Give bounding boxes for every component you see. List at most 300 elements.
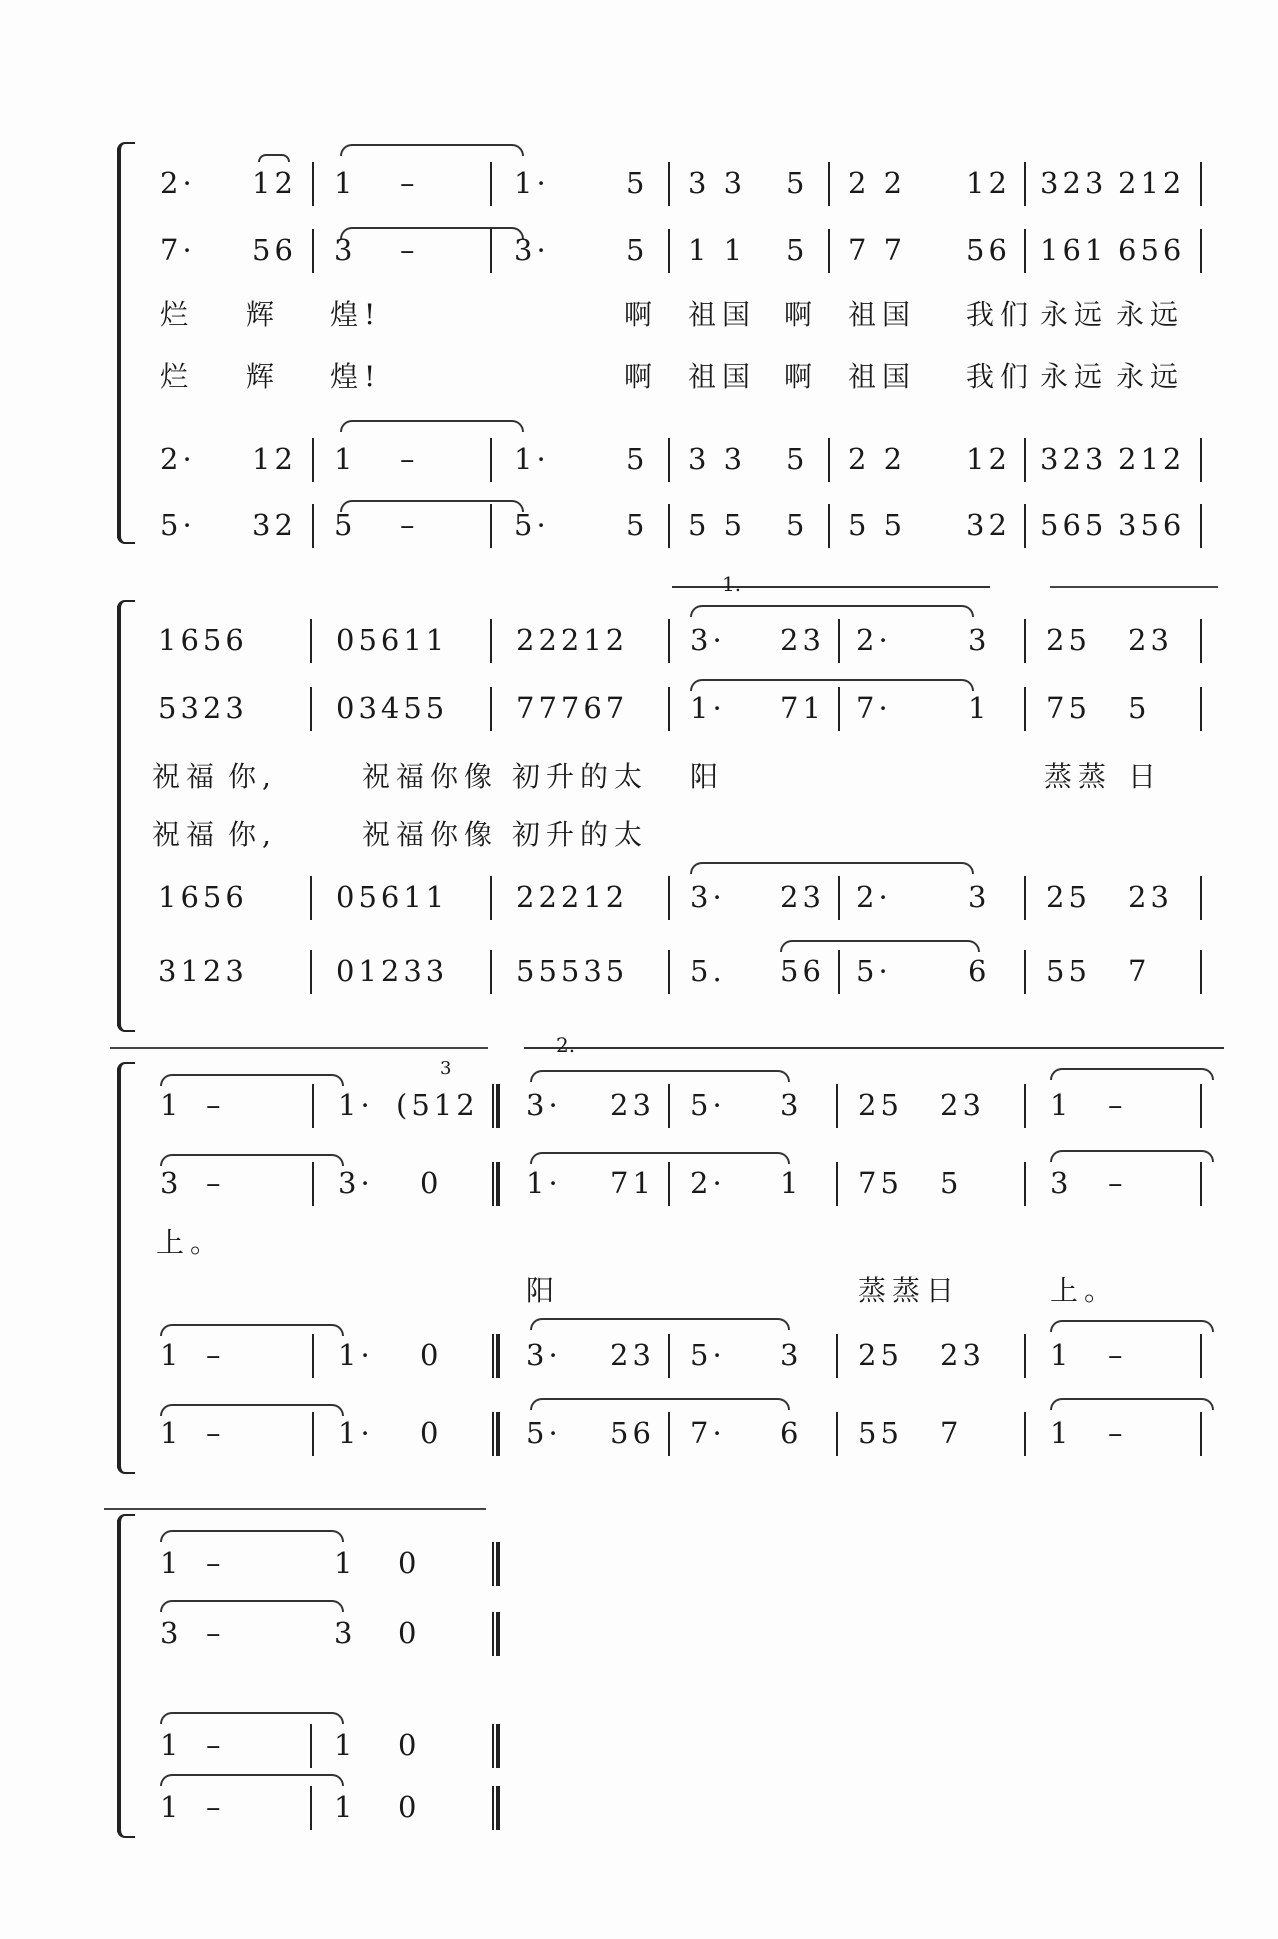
barline (312, 1334, 314, 1378)
barline (490, 162, 492, 206)
note: 75 (1046, 691, 1091, 725)
note: 1 1 (688, 233, 747, 267)
lyric: 上。 (156, 1226, 225, 1259)
note: 12 (966, 442, 1011, 476)
note: 5323 (158, 691, 248, 725)
lyric: 祝福 (152, 760, 221, 793)
note: 12 (252, 166, 297, 200)
note: 6 (780, 1416, 803, 1450)
note: 5· (856, 954, 892, 988)
barline (668, 876, 670, 920)
note: 0 (398, 1790, 421, 1824)
final-barline (492, 1724, 500, 1768)
note: 12 (966, 166, 1011, 200)
tie (160, 1600, 344, 1612)
note: – (400, 166, 419, 200)
note: 2· (160, 442, 196, 476)
lyric: 你, (228, 818, 277, 851)
note: 323 (1040, 442, 1108, 476)
note: 1 (334, 442, 357, 476)
tie (160, 1530, 344, 1542)
barline (836, 1334, 838, 1378)
note: 323 (1040, 166, 1108, 200)
note: 0 (398, 1546, 421, 1580)
staff-row (0, 1408, 1278, 1458)
note: 1 (334, 1790, 357, 1824)
note: 5 (786, 233, 809, 267)
note: (512 (396, 1088, 479, 1122)
barline (668, 1162, 670, 1206)
note: 25 (858, 1338, 903, 1372)
lyric-row (0, 290, 1278, 340)
note: 01233 (336, 954, 449, 988)
barline (490, 229, 492, 273)
note: 1· (514, 166, 550, 200)
barline (312, 438, 314, 482)
barline (838, 876, 840, 920)
tie (160, 1324, 344, 1336)
barline (668, 1412, 670, 1456)
barline (310, 619, 312, 663)
note: 3 (968, 880, 991, 914)
lyric: 祖国 (688, 360, 757, 393)
note: 5· (514, 508, 550, 542)
note: 656 (1118, 233, 1186, 267)
lyric: 阳 (526, 1274, 561, 1307)
barline (1024, 1162, 1026, 1206)
note: 56 (780, 954, 825, 988)
note: 212 (1118, 442, 1186, 476)
note: 1 (334, 166, 357, 200)
note: 1 (334, 1546, 357, 1580)
lyric: 祝福你像 (362, 760, 499, 793)
barline (312, 162, 314, 206)
lyric: 祖国 (848, 360, 917, 393)
tie (160, 1154, 344, 1166)
note: 23 (940, 1338, 985, 1372)
tie (340, 420, 524, 432)
barline (1200, 876, 1202, 920)
note: 1 (160, 1088, 183, 1122)
note: – (400, 508, 419, 542)
note: 12 (252, 442, 297, 476)
staff-row (0, 683, 1278, 733)
note: 3 (334, 1616, 357, 1650)
barline (838, 950, 840, 994)
note: 1 (968, 691, 991, 725)
barline (1024, 1084, 1026, 1128)
note: 3 (780, 1338, 803, 1372)
note: 1 (160, 1416, 183, 1450)
note: 32 (252, 508, 297, 542)
note: 5 (626, 166, 649, 200)
lyric: 我们 (966, 360, 1035, 393)
note: 1656 (158, 623, 248, 657)
barline (1200, 162, 1202, 206)
lyric: 辉 (246, 360, 281, 393)
note: 3· (690, 623, 726, 657)
note: 5 (1128, 691, 1151, 725)
barline (828, 162, 830, 206)
lyric: 我们 (966, 298, 1035, 331)
note: 7· (690, 1416, 726, 1450)
note: 1 (1050, 1088, 1073, 1122)
note: 7 (940, 1416, 963, 1450)
staff-row (0, 872, 1278, 922)
tie (690, 862, 974, 874)
note: 5 5 (848, 508, 907, 542)
lyric: 永远 (1116, 360, 1185, 393)
note: 5 (626, 442, 649, 476)
staff-row (0, 434, 1278, 484)
volta-label: 1. (722, 572, 742, 596)
staff-row (0, 1608, 1278, 1658)
note: 5 (626, 233, 649, 267)
barline (668, 229, 670, 273)
note: 2· (690, 1166, 726, 1200)
note: 3 (968, 623, 991, 657)
barline (490, 438, 492, 482)
note: 5· (690, 1338, 726, 1372)
note: 3 (1050, 1166, 1073, 1200)
note: 32 (966, 508, 1011, 542)
tie (690, 679, 974, 691)
repeat-end-barline (492, 1334, 500, 1378)
barline (828, 229, 830, 273)
repeat-end-barline (492, 1084, 500, 1128)
barline (836, 1084, 838, 1128)
lyric: 蒸蒸 (1044, 760, 1113, 793)
note: 3 (780, 1088, 803, 1122)
barline (1024, 1412, 1026, 1456)
lyric: 煌! (330, 360, 382, 393)
note: 356 (1118, 508, 1186, 542)
note: 3 (160, 1616, 183, 1650)
barline (310, 950, 312, 994)
note: – (206, 1166, 225, 1200)
lyric: 啊 (784, 298, 819, 331)
volta-bracket-2 (524, 1047, 1224, 1049)
note: 1· (338, 1416, 374, 1450)
note: 2 2 (848, 442, 907, 476)
note: 5 (334, 508, 357, 542)
note: 23 (780, 880, 825, 914)
tie (160, 1774, 344, 1786)
barline (1200, 1412, 1202, 1456)
note: 7· (856, 691, 892, 725)
note: 1 (334, 1728, 357, 1762)
note: 03455 (336, 691, 449, 725)
note: 1 (160, 1790, 183, 1824)
note: – (206, 1790, 225, 1824)
barline (312, 229, 314, 273)
note: 0 (398, 1616, 421, 1650)
tie (340, 144, 524, 156)
repeat-end-barline (492, 1412, 500, 1456)
barline (668, 1334, 670, 1378)
barline (836, 1162, 838, 1206)
lyric-row (0, 1218, 1278, 1268)
tie (340, 227, 524, 239)
note: – (400, 233, 419, 267)
barline (312, 1162, 314, 1206)
lyric: 祖国 (848, 298, 917, 331)
barline (668, 950, 670, 994)
triplet-marker: 3 (440, 1058, 452, 1079)
barline (1024, 438, 1026, 482)
note: 22212 (516, 623, 629, 657)
note: – (206, 1416, 225, 1450)
note: 6 (968, 954, 991, 988)
barline (838, 687, 840, 731)
barline (312, 1412, 314, 1456)
note: 3· (514, 233, 550, 267)
note: 3 3 (688, 166, 747, 200)
barline (1200, 504, 1202, 548)
barline (310, 687, 312, 731)
note: – (206, 1616, 225, 1650)
note: 5· (160, 508, 196, 542)
note: 2· (856, 623, 892, 657)
note: 23 (1128, 623, 1173, 657)
note: 2· (856, 880, 892, 914)
note: 1656 (158, 880, 248, 914)
tie (1050, 1320, 1214, 1332)
lyric: 煌! (330, 298, 382, 331)
lyric: 啊 (624, 360, 659, 393)
note: 212 (1118, 166, 1186, 200)
staff-row (0, 1058, 1278, 1130)
note: 56 (610, 1416, 655, 1450)
barline (668, 1084, 670, 1128)
note: 22212 (516, 880, 629, 914)
note: 71 (780, 691, 825, 725)
tie (1050, 1398, 1214, 1410)
section-line (104, 1508, 486, 1510)
note: 25 (1046, 880, 1091, 914)
note: 05611 (336, 880, 449, 914)
staff-row (0, 1782, 1278, 1832)
note: 25 (858, 1088, 903, 1122)
note: 0 (398, 1728, 421, 1762)
note: 0 (420, 1338, 443, 1372)
tie (530, 1152, 790, 1164)
lyric-row (0, 752, 1278, 802)
note: 3 (160, 1166, 183, 1200)
note: 5· (690, 1088, 726, 1122)
staff-row (0, 225, 1278, 275)
note: 3 3 (688, 442, 747, 476)
section-line (110, 1047, 488, 1049)
note: 71 (610, 1166, 655, 1200)
note: 1· (690, 691, 726, 725)
tie (160, 1404, 344, 1416)
note: – (206, 1546, 225, 1580)
lyric: 辉 (246, 298, 281, 331)
note: 5 (786, 166, 809, 200)
note: 3 (334, 233, 357, 267)
barline (310, 1724, 312, 1768)
note: 161 (1040, 233, 1108, 267)
section-line (1050, 586, 1218, 588)
note: 5 (626, 508, 649, 542)
tie (530, 1318, 790, 1330)
note: 5 (940, 1166, 963, 1200)
note: 3· (690, 880, 726, 914)
staff-row (0, 1158, 1278, 1208)
note: 77767 (516, 691, 629, 725)
barline (490, 950, 492, 994)
barline (490, 619, 492, 663)
note: 565 (1040, 508, 1108, 542)
barline (1024, 504, 1026, 548)
note: 1 (1050, 1416, 1073, 1450)
staff-row (0, 946, 1278, 996)
note: 1 (780, 1166, 803, 1200)
note: 1 (1050, 1338, 1073, 1372)
barline (1024, 950, 1026, 994)
final-barline (492, 1612, 500, 1656)
barline (1200, 687, 1202, 731)
note: 0 (420, 1166, 443, 1200)
note: 3· (338, 1166, 374, 1200)
lyric: 你, (228, 760, 277, 793)
note: 55 (858, 1416, 903, 1450)
lyric: 初升的太 (512, 760, 649, 793)
lyric: 祝福 (152, 818, 221, 851)
note: 7 (1128, 954, 1151, 988)
note: 5 5 (688, 508, 747, 542)
note: 1 (160, 1546, 183, 1580)
tie (1050, 1150, 1214, 1162)
barline (1200, 438, 1202, 482)
barline (490, 876, 492, 920)
lyric: 永远 (1040, 298, 1109, 331)
note: 25 (1046, 623, 1091, 657)
barline (668, 687, 670, 731)
lyric-row (0, 1266, 1278, 1316)
tie (1050, 1068, 1214, 1080)
final-barline (492, 1542, 500, 1586)
tie (530, 1070, 790, 1082)
note: 3· (526, 1088, 562, 1122)
note: 1· (338, 1338, 374, 1372)
barline (828, 438, 830, 482)
note: 2· (160, 166, 196, 200)
staff-row (0, 500, 1278, 550)
barline (1024, 876, 1026, 920)
lyric: 初升的太 (512, 818, 649, 851)
tie (690, 605, 974, 617)
barline (490, 687, 492, 731)
lyric: 啊 (784, 360, 819, 393)
note: 3123 (158, 954, 248, 988)
note: – (206, 1728, 225, 1762)
tie (160, 1712, 344, 1724)
barline (1024, 619, 1026, 663)
note: – (206, 1338, 225, 1372)
barline (828, 504, 830, 548)
note: 5 (786, 508, 809, 542)
note: 1 (160, 1338, 183, 1372)
barline (668, 619, 670, 663)
barline (312, 504, 314, 548)
barline (1200, 1084, 1202, 1128)
barline (1200, 619, 1202, 663)
staff-row (0, 1330, 1278, 1380)
tie (340, 500, 524, 512)
lyric: 烂 (160, 360, 195, 393)
note: 1· (338, 1088, 374, 1122)
note: 1· (526, 1166, 562, 1200)
note: 23 (610, 1088, 655, 1122)
lyric-row (0, 810, 1278, 860)
barline (490, 504, 492, 548)
lyric: 祖国 (688, 298, 757, 331)
barline (836, 1412, 838, 1456)
staff-row (0, 615, 1278, 665)
note: 1 (160, 1728, 183, 1762)
volta-bracket-1 (672, 586, 990, 588)
note: 5. (690, 954, 726, 988)
note: 23 (1128, 880, 1173, 914)
note: – (1108, 1166, 1127, 1200)
final-barline (492, 1786, 500, 1830)
barline (1200, 1162, 1202, 1206)
barline (1200, 229, 1202, 273)
staff-row (0, 1720, 1278, 1770)
note: 55 (1046, 954, 1091, 988)
barline (1200, 1334, 1202, 1378)
staff-row (0, 1538, 1278, 1588)
barline (838, 619, 840, 663)
lyric: 啊 (624, 298, 659, 331)
note: 56 (966, 233, 1011, 267)
tie (530, 1398, 790, 1410)
note: 7· (160, 233, 196, 267)
note: 23 (780, 623, 825, 657)
note: 55535 (516, 954, 629, 988)
barline (668, 504, 670, 548)
note: – (206, 1088, 225, 1122)
volta-label: 2. (556, 1033, 576, 1057)
barline (1024, 687, 1026, 731)
barline (1024, 1334, 1026, 1378)
barline (310, 1786, 312, 1830)
note: 05611 (336, 623, 449, 657)
note: – (1108, 1088, 1127, 1122)
repeat-end-barline (492, 1162, 500, 1206)
staff-row (0, 158, 1278, 208)
note: 0 (420, 1416, 443, 1450)
note: 2 2 (848, 166, 907, 200)
note: 5 (786, 442, 809, 476)
note: 5· (526, 1416, 562, 1450)
barline (668, 438, 670, 482)
lyric: 日 (1128, 760, 1163, 793)
lyric: 上。 (1050, 1274, 1119, 1307)
note: 3· (526, 1338, 562, 1372)
barline (310, 876, 312, 920)
note: 23 (610, 1338, 655, 1372)
note: 23 (940, 1088, 985, 1122)
note: 7 7 (848, 233, 907, 267)
barline (1024, 229, 1026, 273)
lyric-row (0, 352, 1278, 402)
note: – (1108, 1416, 1127, 1450)
note: 1· (514, 442, 550, 476)
note: 75 (858, 1166, 903, 1200)
